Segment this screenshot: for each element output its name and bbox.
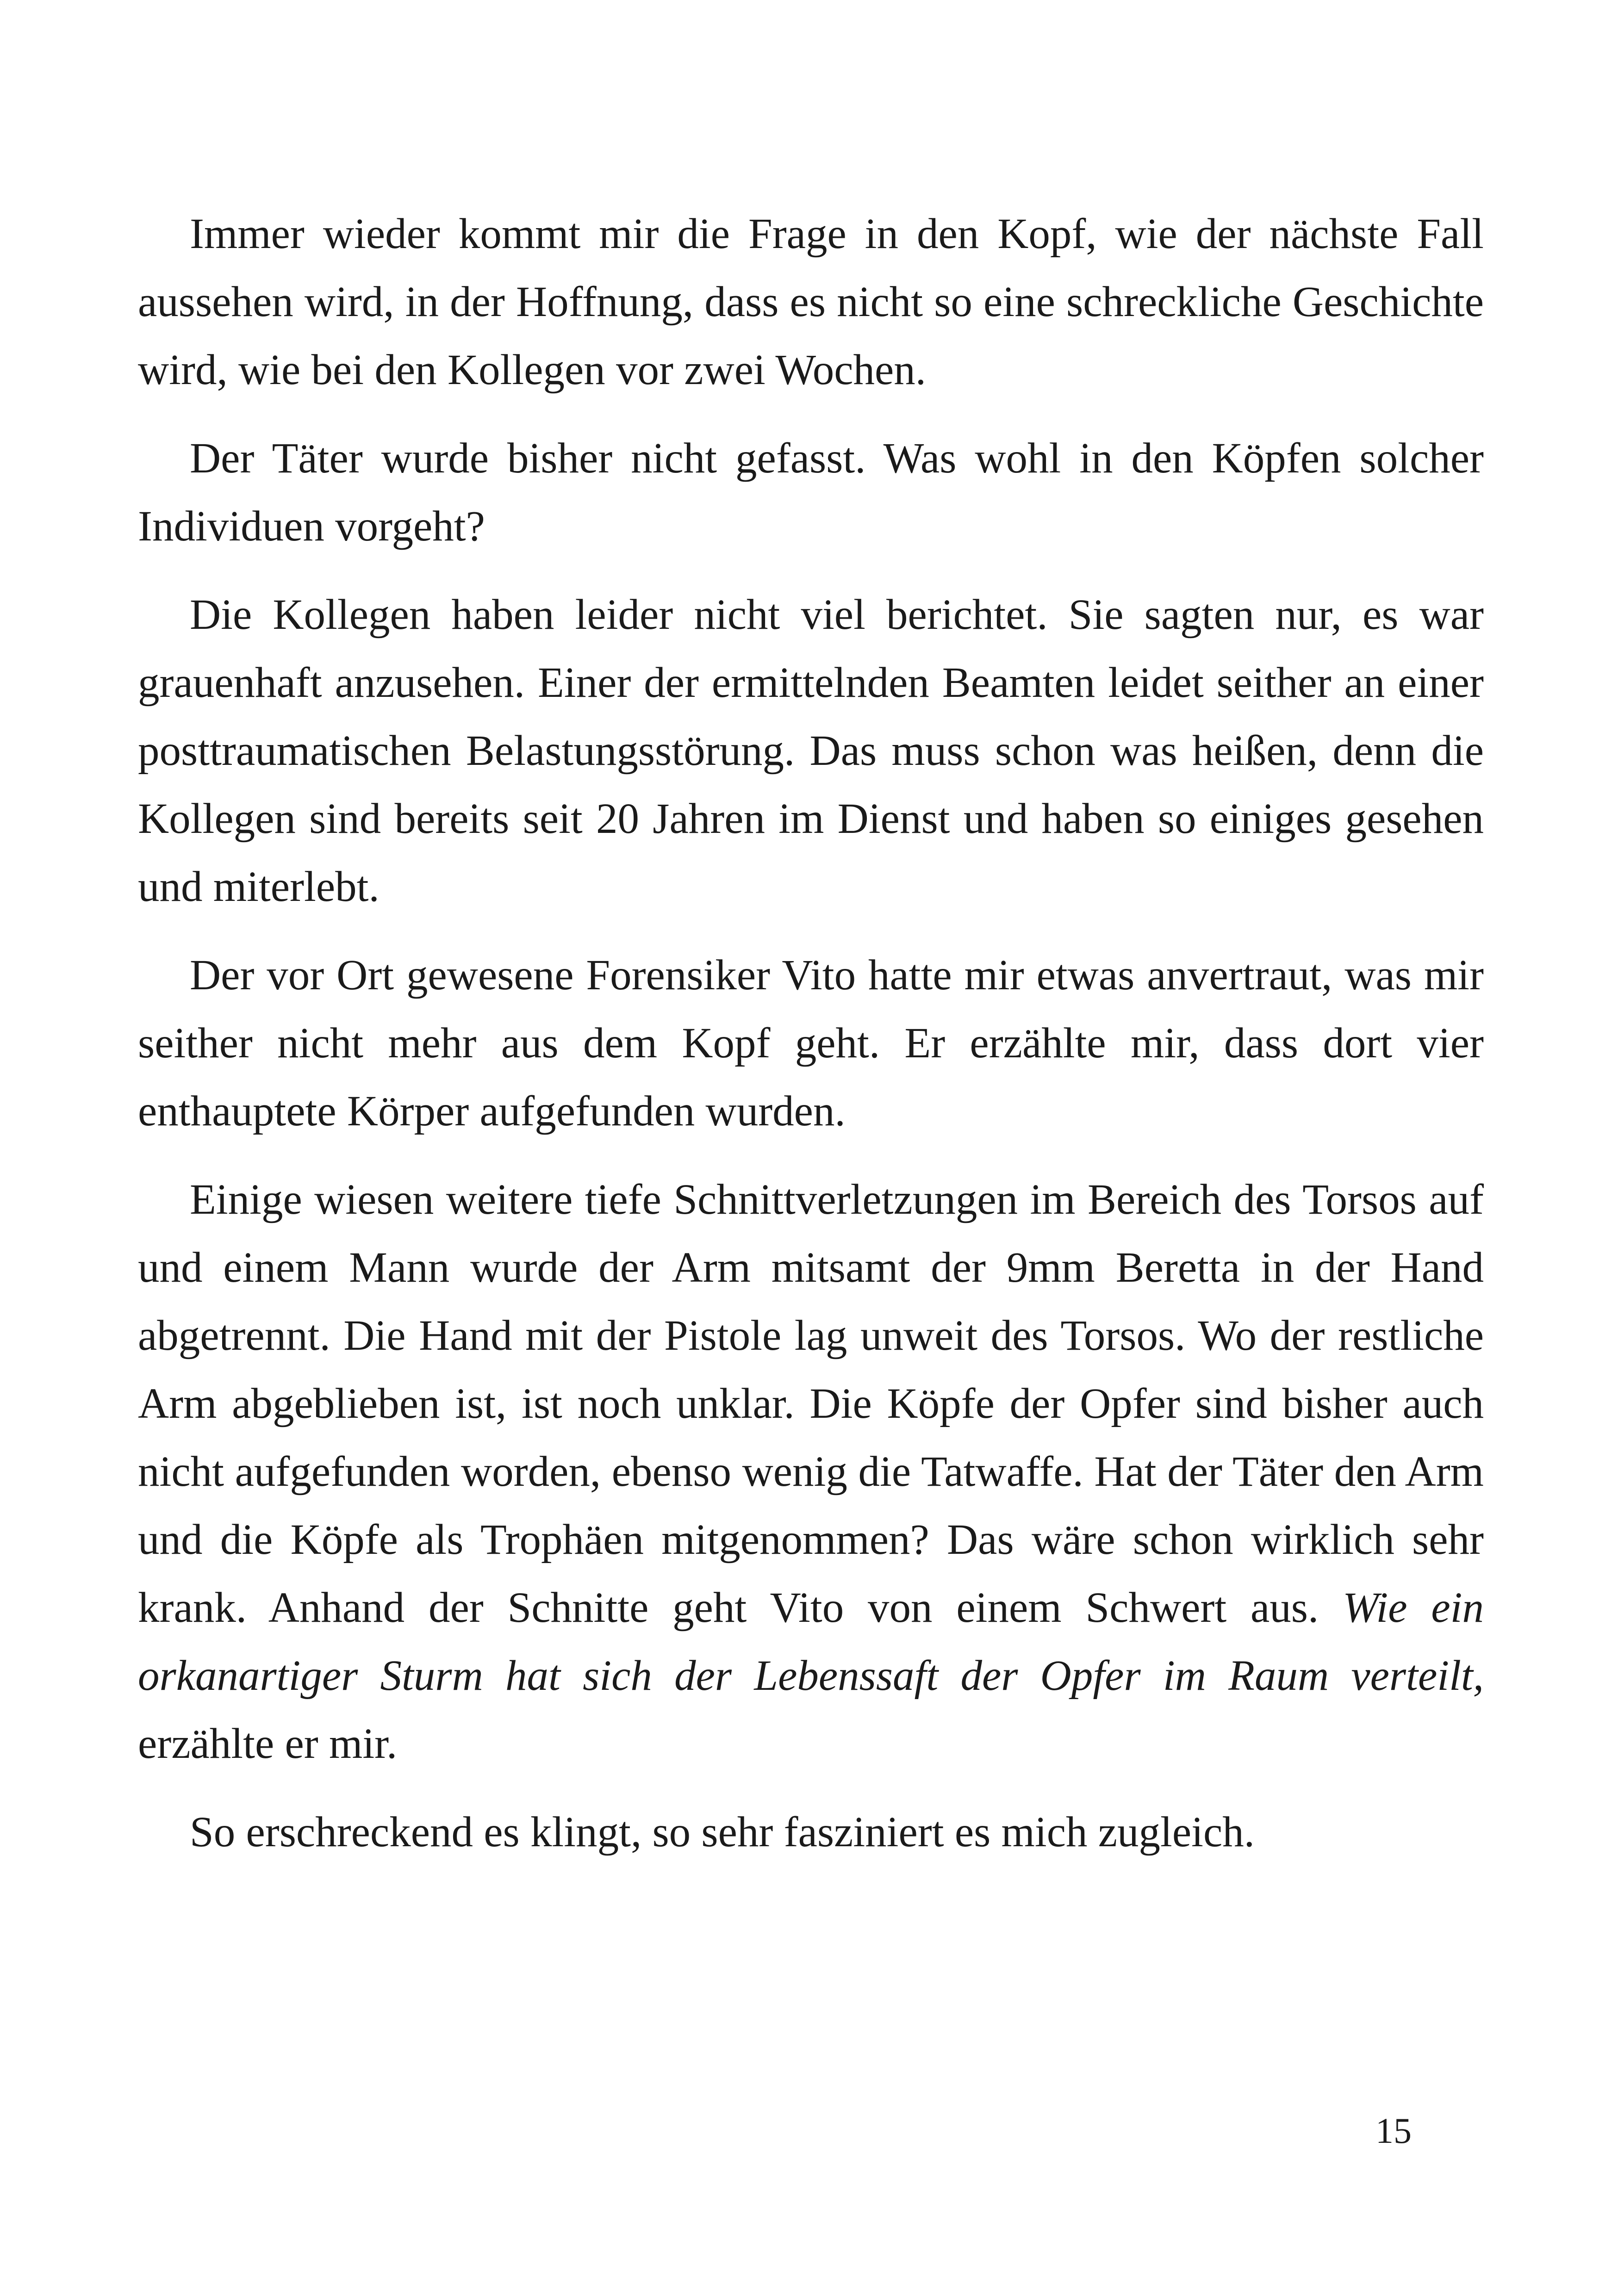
paragraph-2 (138, 424, 1484, 560)
paragraph-1-text: Immer wieder kommt mir die Frage in den Kopf, wie der nächste Fall aussehen wird, in der Hoffnung, dass es nicht so eine schreckliche Geschichte wird, wie bei den Kollegen vor zwei Wochen. (138, 210, 1484, 394)
paragraph-4 (138, 941, 1484, 1145)
paragraph-5 (138, 1166, 1484, 1778)
paragraph-5-italic-quote: Wie ein orkanartiger Sturm hat sich der Lebenssaft der Opfer im Raum verteilt, (138, 1584, 1484, 1700)
paragraph-2-text: Der Täter wurde bisher nicht gefasst. Was wohl in den Köpfen solcher Individuen vorgeht? (138, 434, 1484, 550)
paragraph-4-text: Der vor Ort gewesene Forensiker Vito hatte mir etwas anvertraut, was mir seither nicht mehr aus dem Kopf geht. Er erzählte mir, dass dort vier enthauptete Körper aufgefunden wurden. (138, 951, 1484, 1135)
paragraph-6 (138, 1798, 1484, 1866)
paragraph-3-text: Die Kollegen haben leider nicht viel berichtet. Sie sagten nur, es war grauenhaft anzusehen. Einer der ermittelnden Beamten leidet seither an einer posttraumatischen Belastungsstörung. Das muss schon was heißen, denn die Kollegen sind bereits seit 20 Jahren im Dienst und haben so einiges gesehen und miterlebt. (138, 591, 1484, 911)
paragraph-1 (138, 200, 1484, 404)
paragraph-6-text: So erschreckend es klingt, so sehr fasziniert es mich zugleich. (190, 1808, 1255, 1856)
page-number: 15 (1375, 2110, 1412, 2151)
body-text (138, 200, 1484, 1886)
paragraph-3 (138, 581, 1484, 921)
paragraph-5-text: Einige wiesen weitere tiefe Schnittverletzungen im Bereich des Torsos auf und einem Mann wurde der Arm mitsamt der 9mm Beretta in der Hand abgetrennt. Die Hand mit der Pistole lag unweit des Torsos. Wo der restliche Arm abgeblieben ist, ist noch unklar. Die Köpfe der Opfer sind bisher auch nicht aufgefunden worden, ebenso wenig die Tatwaffe. Hat der Täter den Arm und die Köpfe als Trophäen mitgenommen? Das wäre schon wirklich sehr krank. Anhand der Schnitte geht Vito von einem Schwert aus. (138, 1176, 1484, 1632)
paragraph-5-after-quote: erzählte er mir. (138, 1720, 398, 1768)
